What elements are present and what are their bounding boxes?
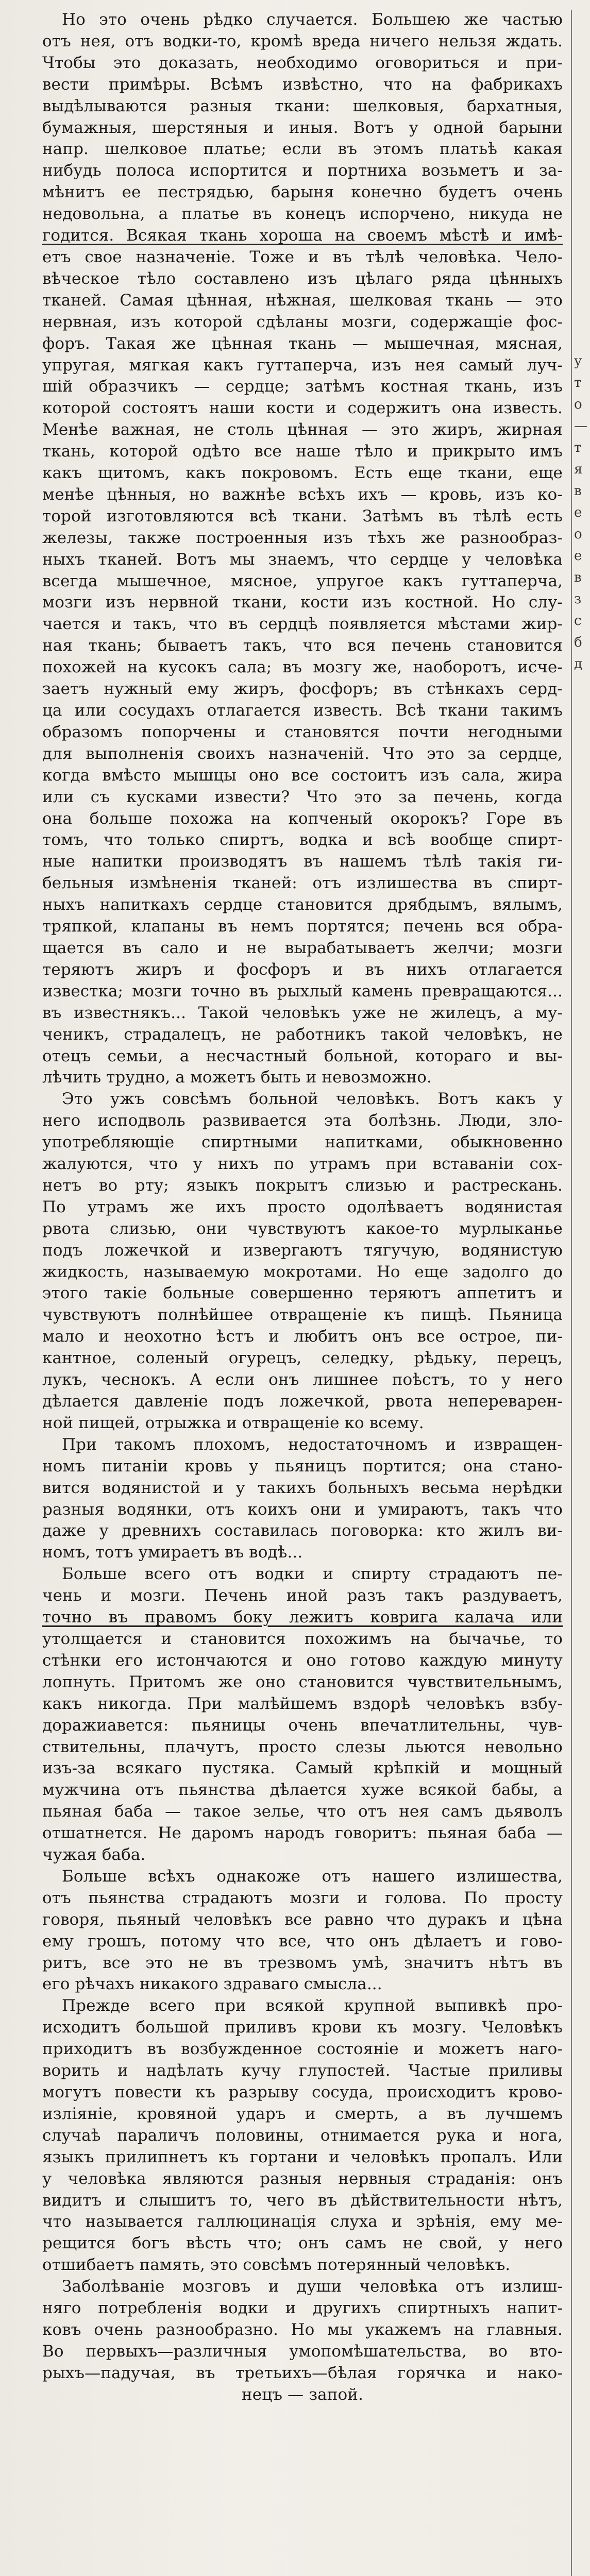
margin-fragment: о <box>574 397 582 412</box>
margin-fragment: з <box>574 591 582 607</box>
text-line: няго потребленія водки и другихъ спиртныхъ напит- <box>42 2299 563 2318</box>
text-line: ритъ, все это не въ трезвомъ умѣ, значитъ нѣтъ въ <box>42 1953 563 1972</box>
text-line: могутъ повести къ разрыву сосуда, происходитъ крово- <box>42 2083 563 2102</box>
text-line: жалуются, что у нихъ по утрамъ при вставаніи сох- <box>42 1155 563 1174</box>
margin-fragment: т <box>574 440 582 455</box>
text-line: она больше похожа на копченый окорокъ? Горе въ <box>42 809 563 828</box>
text-line: него исподволь развивается эта болѣзнь. Люди, зло- <box>42 1111 563 1130</box>
text-line: ствительны, плачутъ, просто слезы льются невольно <box>42 1737 563 1756</box>
text-line: етъ свое назначеніе. Тоже и въ тѣлѣ человѣка. Чело- <box>42 247 563 266</box>
margin-fragment: у <box>574 353 582 369</box>
text-line: ворить и надѣлать кучу глупостей. Частые приливы <box>42 2061 563 2080</box>
text-line: которой состоятъ наши кости и содержитъ она известь. <box>42 399 563 418</box>
text-line: менѣе цѣнныя, но важнѣе всѣхъ ихъ — кровь, изъ ко- <box>42 485 563 504</box>
text-line: рыхъ—падучая, въ третьихъ—бѣлая горячка и нако- <box>42 2363 563 2382</box>
margin-fragment: в <box>574 570 582 585</box>
text-line: номъ, тотъ умираетъ въ водѣ... <box>42 1543 303 1562</box>
text-line: стѣнки его истончаются и оно готово каждую минуту <box>42 1651 563 1670</box>
text-line: отшибаетъ память, это совсѣмъ потерянный человѣкъ. <box>42 2256 511 2275</box>
margin-fragment: с <box>574 613 582 629</box>
text-line: его рѣчахъ никакого здраваго смысла... <box>42 1975 382 1994</box>
text-line: Чтобы это доказать, необходимо оговориться и при- <box>42 53 563 72</box>
text-line: Заболѣваніе мозговъ и души человѣка отъ излиш- <box>62 2277 563 2296</box>
text-line: заетъ нужный ему жиръ, фосфоръ; въ стѣнкахъ серд- <box>42 680 563 699</box>
text-line: ца или сосудахъ отлагается известь. Всѣ ткани такимъ <box>42 701 563 720</box>
margin-fragment: д <box>574 656 583 672</box>
text-line: номъ питаніи кровь у пьяницъ портится; она стано- <box>42 1456 563 1476</box>
text-line: шій образчикъ — сердце; затѣмъ костная ткань, изъ <box>42 377 563 396</box>
text-line: бельныя измѣненія тканей: отъ излишества въ спирт- <box>42 874 563 893</box>
text-line: чувствуютъ полнѣйшее отвращеніе къ пищѣ. Пьяница <box>42 1306 563 1325</box>
text-line: утолщается и становится похожимъ на бычачье, то <box>42 1629 563 1648</box>
text-line: вести примѣры. Всѣмъ извѣстно, что на фабрикахъ <box>42 75 563 94</box>
text-line: чается и такъ, что въ сердцѣ появляется мѣстами жир- <box>42 615 563 634</box>
text-line: Это ужъ совсѣмъ больной человѣкъ. Вотъ какъ у <box>62 1090 563 1109</box>
text-line: приходитъ въ возбужденное состояніе и можетъ наго- <box>42 2040 563 2059</box>
text-line: По утрамъ же ихъ просто одолѣваетъ водянистая <box>42 1197 563 1216</box>
margin-fragment: е <box>574 505 582 520</box>
margin-fragment: в <box>574 483 582 499</box>
margin-fragment: е <box>574 548 582 564</box>
text-column <box>42 9 563 2406</box>
text-line: нервная, изъ которой сдѣланы мозги, содержащіе фос- <box>42 312 563 331</box>
text-line: дѣлается давленіе подъ ложечкой, рвота непереварен- <box>42 1392 563 1411</box>
text-line: лукъ, чеснокъ. А если онъ лишнее поѣстъ, то у него <box>42 1370 563 1389</box>
text-line: когда вмѣсто мышцы оно все состоитъ изъ сала, жира <box>42 766 563 785</box>
text-line: Но это очень рѣдко случается. Большею же частью <box>62 10 563 29</box>
text-line: бумажныя, шерстяныя и иныя. Вотъ у одной барыни <box>42 118 563 137</box>
text-line: подъ ложечкой и извергаютъ тягучую, водянистую <box>42 1241 563 1260</box>
text-line: Больше всѣхъ однакоже отъ нашего излишества, <box>62 1867 563 1886</box>
margin-fragment: — <box>574 418 587 434</box>
text-line: нетъ во рту; языкъ покрытъ слизью и растрескань. <box>42 1176 563 1195</box>
text-line: ной пищей, отрыжка и отвращеніе ко всему. <box>42 1413 424 1432</box>
text-line: Больше всего отъ водки и спирту страдаютъ пе- <box>62 1565 563 1584</box>
text-line: напр. шелковое платье; если въ этомъ платьѣ какая <box>42 140 563 159</box>
text-line: видитъ и слышитъ то, чего въ дѣйствительности нѣтъ, <box>42 2191 563 2210</box>
text-line: кантное, соленый огурецъ, селедку, рѣдьку, перецъ, <box>42 1349 563 1368</box>
text-line: ковъ очень разнообразно. Но мы укажемъ на главныя. <box>42 2320 563 2339</box>
text-line: щается въ сало и не вырабатываетъ желчи; мозги <box>42 938 563 957</box>
text-line: ныхъ тканей. Вотъ мы знаемъ, что сердце у человѣка <box>42 550 563 569</box>
column-rule <box>571 10 572 2576</box>
text-line: случаѣ параличъ половины, отнимается рука и нога, <box>42 2126 563 2145</box>
text-line: пьяная баба — такое зелье, что отъ нея самъ дьяволъ <box>42 1802 563 1821</box>
text-line: вѣческое тѣло составлено изъ цѣлаго ряда цѣнныхъ <box>42 269 563 288</box>
text-line: Менѣе важная, не столь цѣнная — это жиръ, жирная <box>42 420 563 439</box>
text-line: чень и мозги. Печень иной разъ такъ раздуваетъ, <box>42 1586 563 1605</box>
text-line: мозги изъ нервной ткани, кости изъ костной. Но слу- <box>42 593 563 612</box>
text-line: точно въ правомъ боку лежитъ коврига калача или <box>42 1608 563 1627</box>
text-line: въ известнякъ... Такой человѣкъ уже не жилецъ, а му- <box>42 1003 563 1022</box>
text-line: недовольна, а платье въ конецъ испорчено, никуда не <box>42 205 563 224</box>
text-line: этого такіе больные совершенно теряютъ аппетитъ и <box>42 1284 563 1303</box>
text-line: тканей. Самая цѣнная, нѣжная, шелковая ткань — это <box>42 291 563 310</box>
text-line: теряютъ жиръ и фосфоръ и въ нихъ отлагается <box>42 960 563 979</box>
text-line: При такомъ плохомъ, недостаточномъ и извращен- <box>62 1435 563 1454</box>
text-line: нецъ — запой. <box>242 2385 363 2404</box>
text-line: Во первыхъ—различныя умопомѣшательства, во вто- <box>42 2342 563 2361</box>
text-line: годится. Всякая ткань хороша на своемъ мѣстѣ и имѣ- <box>42 226 563 245</box>
text-line: жидкость, называемую мокротами. Но еще задолго до <box>42 1262 563 1281</box>
text-line: какъ щитомъ, какъ покровомъ. Есть еще ткани, еще <box>42 464 563 483</box>
text-line: отъ пьянства страдаютъ мозги и голова. По просту <box>42 1888 563 1907</box>
adjacent-column-fragment <box>574 350 587 675</box>
margin-fragment: б <box>574 635 582 650</box>
text-line: отъ нея, отъ водки-то, кромѣ вреда ничего нельзя ждать. <box>42 31 563 50</box>
text-line: исходитъ большой приливъ крови къ мозгу. Человѣкъ <box>42 2018 563 2037</box>
text-line: доражиавется: пьяницы очень впечатлительны, чув- <box>42 1716 563 1735</box>
text-line: говоря, пьяный человѣкъ все равно что дуракъ и цѣна <box>42 1910 563 1929</box>
text-line: отшатнется. Не даромъ народъ говоритъ: пьяная баба — <box>42 1824 563 1843</box>
text-line: употребляющіе спиртными напитками, обыкновенно <box>42 1133 563 1152</box>
text-line: у человѣка являются разныя нервныя страданія: онъ <box>42 2169 563 2188</box>
text-line: тряпкой, клапаны въ немъ портятся; печень вся обра- <box>42 917 563 936</box>
text-line: ткань, которой одѣто все наше тѣло и прикрыто имъ <box>42 442 563 461</box>
text-line: рещится богъ вѣсть что; онъ самъ не свой, у него <box>42 2234 563 2253</box>
text-line: изъ-за всякаго пустяка. Самый крѣпкій и мощный <box>42 1759 563 1778</box>
text-line: томъ, что только спиртъ, водка и всѣ вообще спирт- <box>42 831 563 850</box>
text-line: ченикъ, страдалецъ, не работникъ такой человѣкъ, не <box>42 1025 563 1044</box>
margin-fragment: т <box>574 375 582 391</box>
text-line: разныя водянки, отъ коихъ они и умираютъ, такъ что <box>42 1500 563 1519</box>
text-line: образомъ попорчены и становятся почти негодными <box>42 722 563 741</box>
margin-fragment: о <box>574 527 582 542</box>
text-line: чужая баба. <box>42 1845 146 1865</box>
text-line: похожей на кусокъ сала; въ мозгу же, наоборотъ, исче- <box>42 658 563 677</box>
text-line: ные напитки производятъ въ нашемъ тѣлѣ такія ги- <box>42 852 563 871</box>
text-line: для выполненія своихъ назначеній. Что это за сердце, <box>42 744 563 763</box>
text-line: или съ кусками извести? Что это за печень, когда <box>42 787 563 806</box>
text-line: мало и неохотно ѣстъ и любитъ онъ все острое, пи- <box>42 1327 563 1346</box>
text-line: торой изготовляются всѣ ткани. Затѣмъ въ тѣлѣ есть <box>42 506 563 526</box>
text-line: даже у древнихъ составилась поговорка: кто жилъ ви- <box>42 1521 563 1540</box>
text-line: мѣнитъ ее пестрядью, барыня конечно будетъ очень <box>42 183 563 202</box>
text-line: ему грошъ, потому что все, что онъ дѣлаетъ и гово- <box>42 1931 563 1951</box>
text-line: какъ никогда. При малѣйшемъ вздорѣ человѣкъ взбу- <box>42 1694 563 1713</box>
text-line: изліяніе, кровяной ударъ и смерть, а въ лучшемъ <box>42 2104 563 2123</box>
text-line: ная ткань; бываетъ такъ, что вся печень становится <box>42 636 563 655</box>
text-line: железы, также построенныя изъ тѣхъ же разнообраз- <box>42 528 563 547</box>
text-line: ныхъ напиткахъ сердце становится дрябдымъ, вялымъ, <box>42 895 563 914</box>
text-line: лѣчить трудно, а можетъ быть и невозможно. <box>42 1068 432 1087</box>
text-line: рвота слизью, они чувствуютъ какое-то мурлыканье <box>42 1219 563 1238</box>
text-line: выдѣлываются разныя ткани: шелковыя, бархатныя, <box>42 96 563 115</box>
text-line: что называется галлюцинація слуха и зрѣнія, ему ме- <box>42 2212 563 2231</box>
text-line: Прежде всего при всякой крупной выпивкѣ про- <box>62 1996 563 2015</box>
text-line: отецъ семьи, а несчастный больной, котораго и вы- <box>42 1046 563 1065</box>
text-line: мужчина отъ пьянства дѣлается хуже всякой бабы, а <box>42 1781 563 1800</box>
text-line: нибудь полоса испортится и портниха возьметъ и за- <box>42 161 563 180</box>
text-line: языкъ прилипнетъ къ гортани и человѣкъ пропалъ. Или <box>42 2147 563 2166</box>
margin-fragment: я <box>574 462 583 477</box>
text-line: вится водянистой и у такихъ больныхъ весьма нерѣдки <box>42 1478 563 1497</box>
text-line: форъ. Такая же цѣнная ткань — мышечная, мясная, <box>42 334 563 353</box>
text-line: упругая, мягкая какъ гуттаперча, изъ нея самый луч- <box>42 355 563 375</box>
text-line: лопнуть. Притомъ же оно становится чувствительнымъ, <box>42 1672 563 1691</box>
text-line: известка; мозги точно въ рыхлый камень превращаются... <box>42 981 563 1001</box>
text-line: всегда мышечное, мясное, упругое какъ гуттаперча, <box>42 571 563 590</box>
